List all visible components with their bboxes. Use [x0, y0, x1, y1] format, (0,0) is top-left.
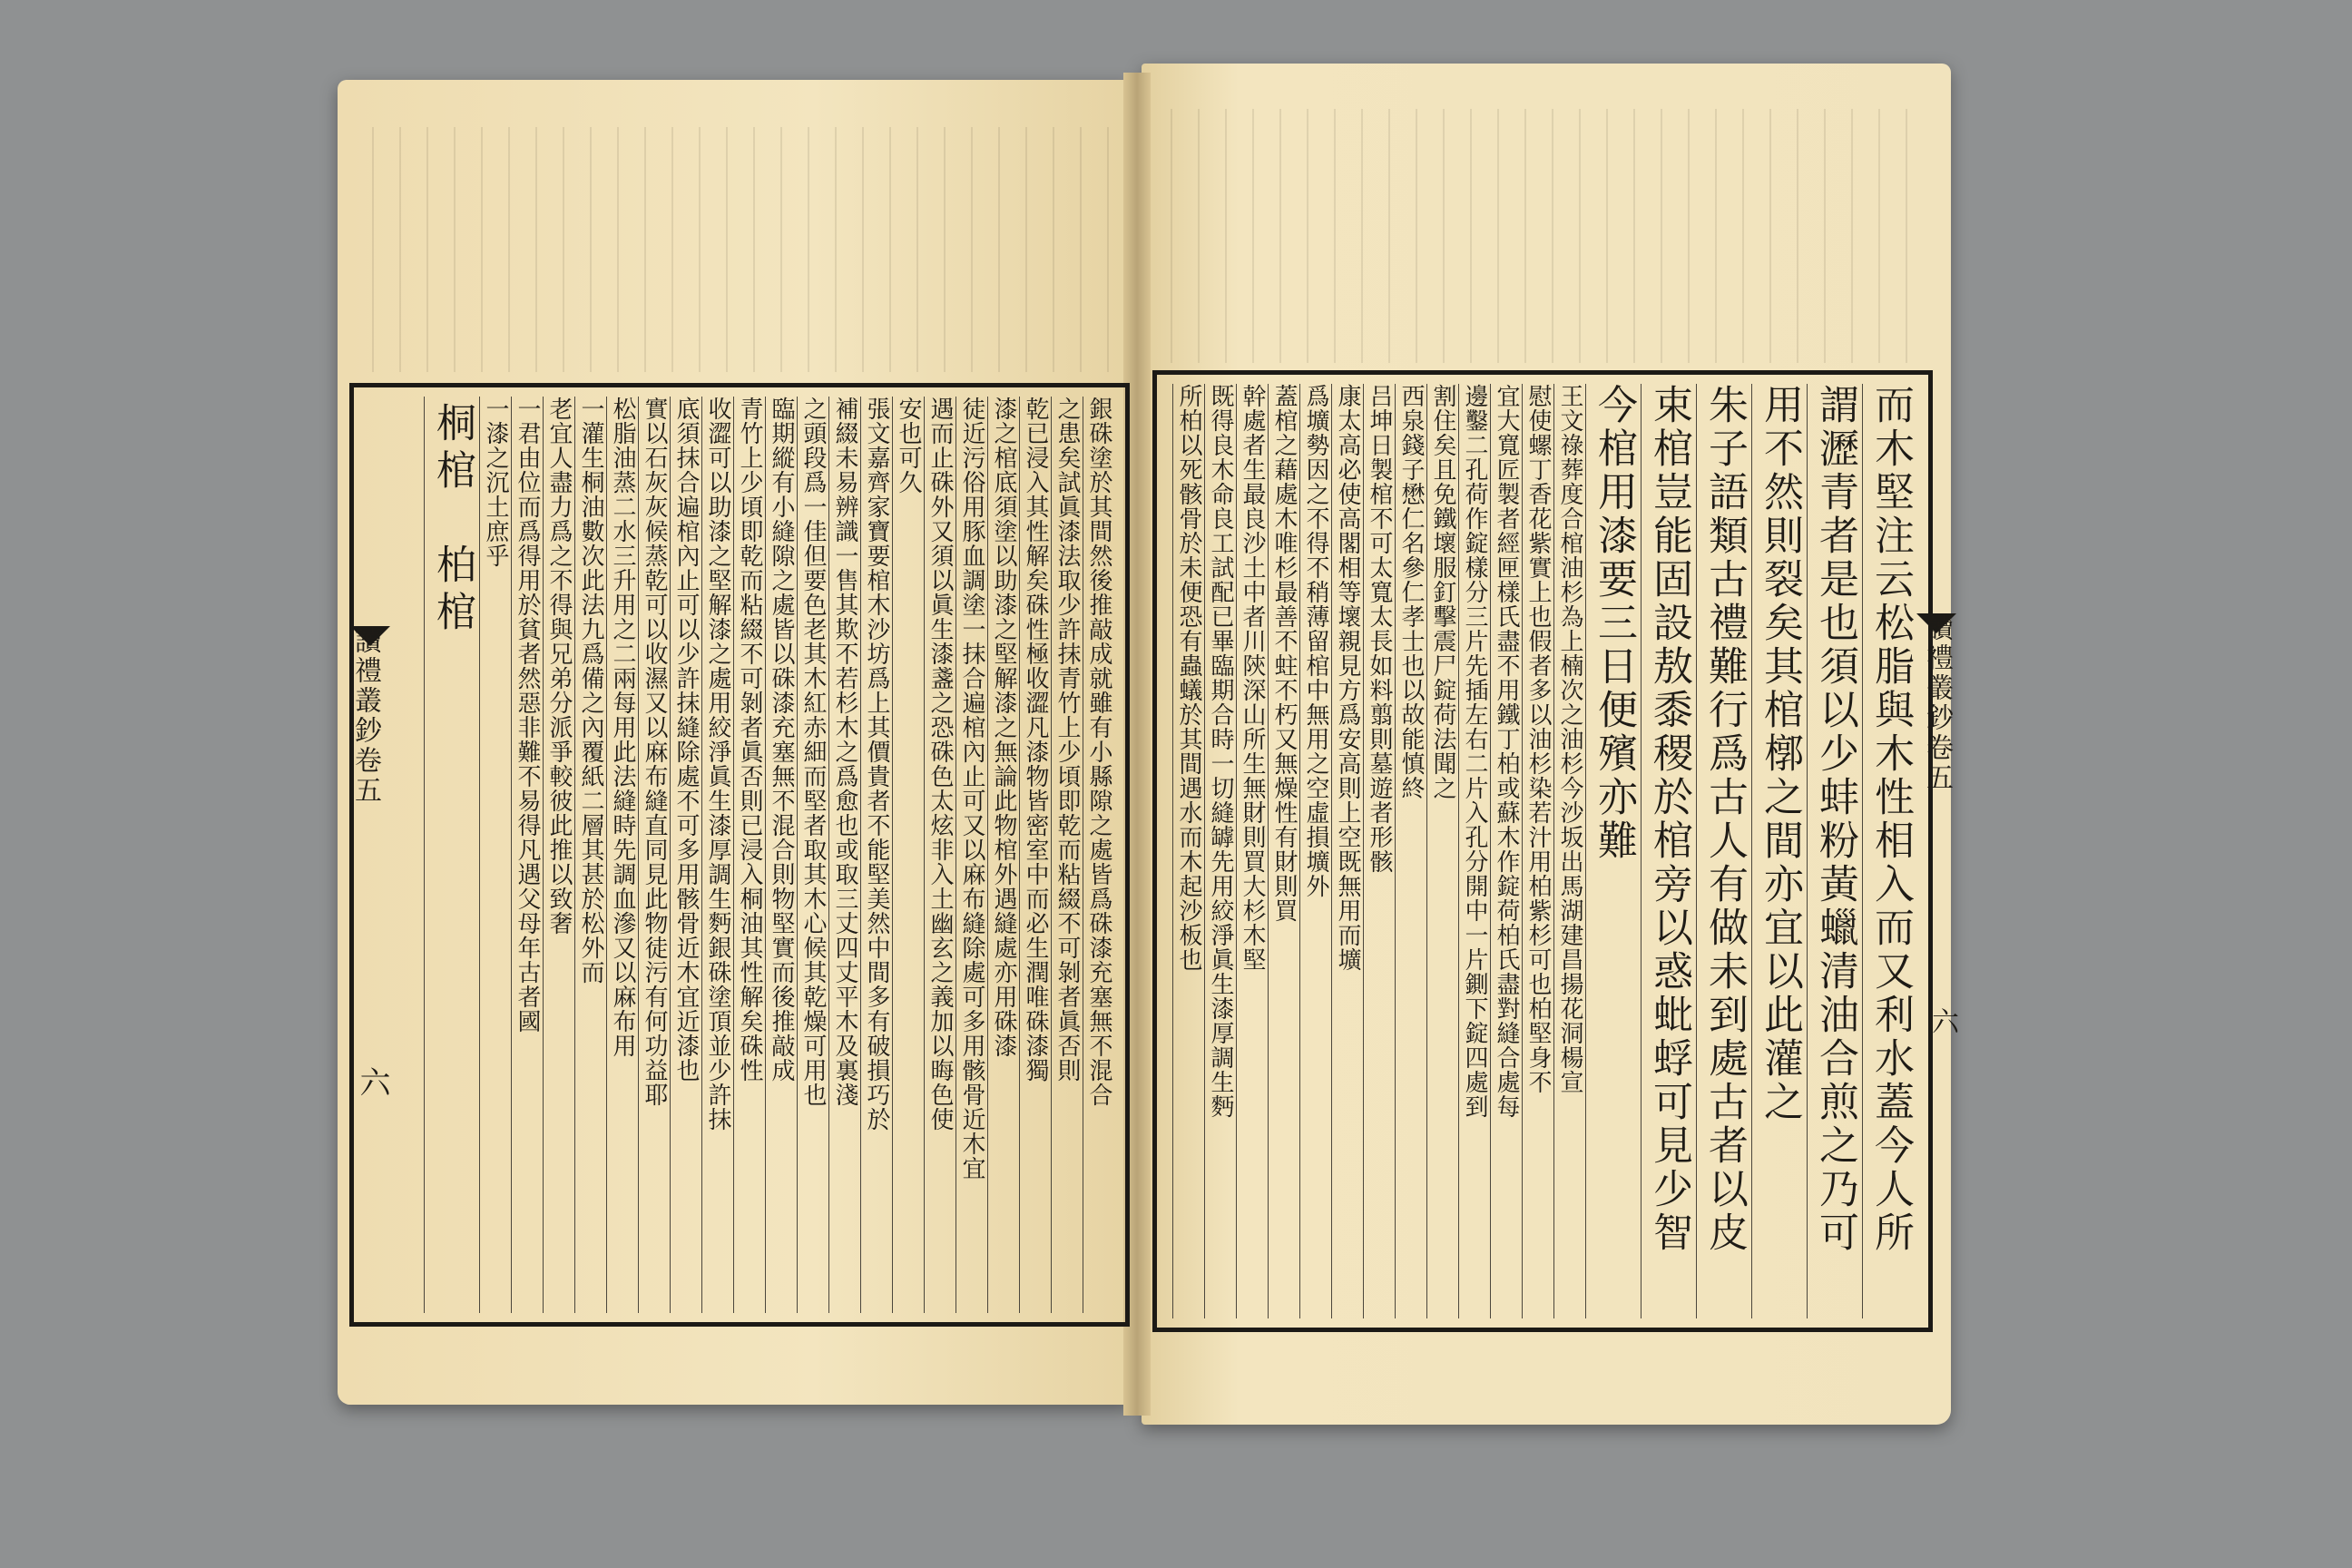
text-column: 朱子語類古禮難行爲古人有做未到處古者以皮 [1696, 384, 1751, 1318]
text-column: 補綴未易辨識一售其欺不若杉木之爲愈也或取三丈四丈平木及裏淺 [828, 397, 860, 1313]
text-column: 徒近污俗用豚血調塗一抹合遍棺內止可又以麻布縫除處可多用骸骨近木宜 [956, 397, 987, 1313]
text-column: 一漆之沉土庶乎 [479, 397, 511, 1313]
left-page-bleed-through [372, 127, 1116, 372]
text-column: 割住矣且免鐵壞服釘擊震尸錠荷法聞之 [1426, 384, 1458, 1318]
text-column: 康太高必使高閣相等壞親見方爲安高則上空既無用而壙 [1331, 384, 1363, 1318]
text-column: 張文嘉齊家寶要棺木沙坊爲上其價貴者不能堅美然中間多有破損巧於 [860, 397, 892, 1313]
text-column: 既得良木命良工試配已畢臨期合時一切縫罅先用絞淨眞生漆厚調生麪 [1204, 384, 1236, 1318]
text-column: 老宜人盡力爲之不得與兄弟分派爭較彼此推以致奢 [543, 397, 574, 1313]
text-column: 吕坤日製棺不可太寬太長如料翦則墓遊者形骸 [1363, 384, 1395, 1318]
text-column: 慰使螺丁香花紫實上也假者多以油杉染若汁用柏紫杉可也柏堅身不 [1522, 384, 1553, 1318]
text-column: 之患矣試眞漆法取少許抹青竹上少頃即乾而粘綴不可剝者眞否則 [1051, 397, 1083, 1313]
text-column: 王文祿葬度合棺油杉為上楠次之油杉今沙坂出馬湖建昌揚花洞楊宣 [1553, 384, 1585, 1318]
right-folio-number: 六 [1926, 1007, 1958, 1037]
right-text-columns [1168, 384, 1917, 1318]
text-column: 松脂油蒸二水三升用之二兩每用此法縫時先調血滲又以麻布用 [606, 397, 638, 1313]
text-column: 束棺豈能固設敖黍稷於棺旁以惑蚍蜉可見少智 [1641, 384, 1696, 1318]
text-column: 銀硃塗於其間然後推敲成就雖有小縣隙之處皆爲硃漆充塞無不混合 [1083, 397, 1114, 1313]
text-column: 收澀可以助漆之堅解漆之處用絞淨眞生漆厚調生麪銀硃塗頂並少許抹 [701, 397, 733, 1313]
text-column: 臨期縱有小縫隙之處皆以硃漆充塞無不混合則物堅實而後推敲成 [765, 397, 797, 1313]
text-column: 而木堅注云松脂與木性相入而又利水蓋今人所 [1862, 384, 1917, 1318]
text-column: 遇而止硃外又須以眞生漆盞之恐硃色太炫非入土幽玄之義加以晦色使 [924, 397, 956, 1313]
left-folio-number: 六 [354, 1066, 390, 1100]
text-column: 爲壙勢因之不得不稍薄留棺中無用之空虛損壙外 [1299, 384, 1331, 1318]
text-column: 青竹上少頃即乾而粘綴不可剝者眞否則已浸入桐油其性解矣硃性 [733, 397, 765, 1313]
text-column: 所柏以死骸骨於未便恐有蟲蟻於其間遇水而木起沙板也 [1172, 384, 1204, 1318]
text-column: 幹處者生最良沙土中者川陝深山所生無財則買大杉木堅 [1236, 384, 1268, 1318]
left-text-columns [365, 397, 1114, 1313]
text-column: 實以石灰灰候蒸乾可以收濕又以麻布縫直同見此物徒污有何功益耶 [638, 397, 670, 1313]
text-column: 宜大寬匠製者經匣樣氏盡不用鐵丁柏或蘇木作錠荷柏氏盡對縫合處每 [1490, 384, 1522, 1318]
text-column: 底須抹合遍棺內止可以少許抹縫除處不可多用骸骨近木宜近漆也 [670, 397, 701, 1313]
text-column: 蓋棺之藉處木唯杉最善不蛀不朽又無燥性有財則買 [1268, 384, 1299, 1318]
text-column: 一灌生桐油數次此法九爲備之內覆紙二層其甚於松外而 [574, 397, 606, 1313]
text-column: 用不然則裂矣其棺槨之間亦宜以此灌之 [1751, 384, 1807, 1318]
text-column: 今棺用漆要三日便殯亦難 [1585, 384, 1641, 1318]
text-column: 謂瀝青者是也須以少蚌粉黃蠟清油合煎之乃可 [1807, 384, 1862, 1318]
text-column: 邊鑿二孔荷作錠樣分三片先插左右二片入孔分開中一片鍘下錠四處到 [1458, 384, 1490, 1318]
section-title-column: 桐棺 柏棺 [424, 397, 479, 1313]
text-column: 安也可久 [892, 397, 924, 1313]
text-column: 一君由位而爲得用於貧者然惡非難不易得凡遇父母年古者國 [511, 397, 543, 1313]
left-text-frame [349, 383, 1130, 1327]
text-column: 西泉錢子懋仁名參仁孝士也以故能慎終 [1395, 384, 1426, 1318]
right-spine-title: 讀禮叢鈔卷五 [1921, 613, 1953, 793]
right-text-frame [1152, 370, 1933, 1332]
right-page-bleed-through [1171, 109, 1924, 363]
left-spine-title: 讀禮叢鈔卷五 [349, 626, 381, 806]
text-column: 漆之棺底須塗以助漆之堅解漆之無論此物棺外遇縫處亦用硃漆 [987, 397, 1019, 1313]
text-column: 乾已浸入其性解矣硃性極收澀凡漆物皆密室中而必生潤唯硃漆獨 [1019, 397, 1051, 1313]
text-column: 之頭段爲一佳但要色老其木紅赤細而堅者取其木心候其乾燥可用也 [797, 397, 828, 1313]
